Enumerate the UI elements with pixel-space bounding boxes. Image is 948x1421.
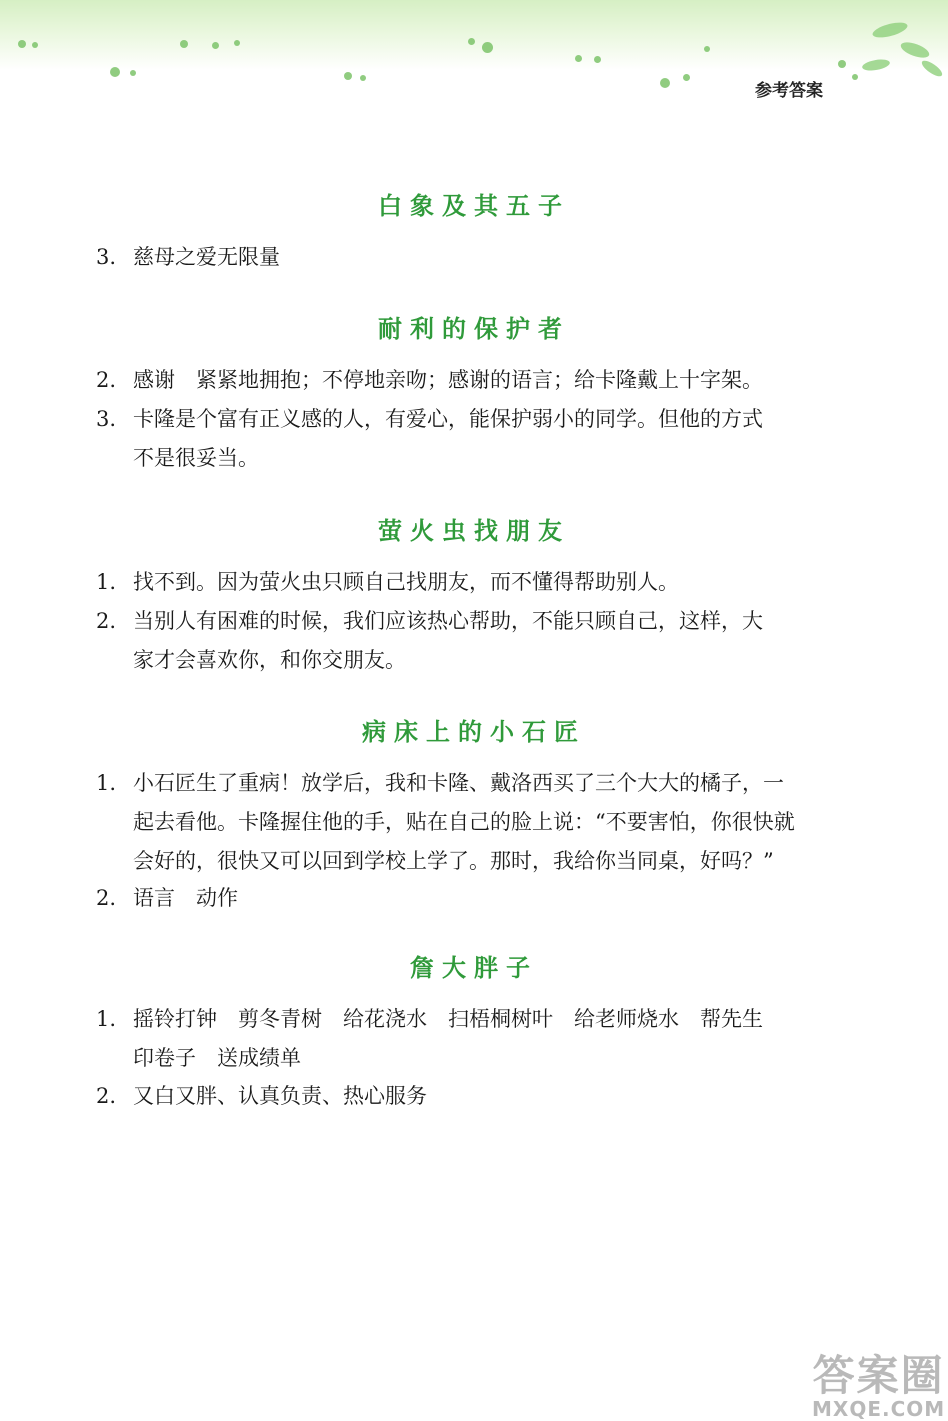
answer-number: 2. (96, 368, 117, 392)
answer-line: 卡隆是个富有正义感的人，有爱心，能保护弱小的同学。但他的方式 (133, 407, 763, 431)
decor-dot-icon (704, 46, 710, 52)
header-decoration (0, 0, 948, 70)
decor-dot-icon (110, 67, 120, 77)
answer-text (133, 361, 848, 400)
answer-line: 慈母之爱无限量 (133, 245, 280, 269)
decor-dot-icon (130, 70, 136, 76)
decor-dot-icon (852, 74, 858, 80)
answer-line: 印卷子 送成绩单 (133, 1046, 301, 1070)
decor-dot-icon (468, 38, 475, 45)
section-title: 萤火虫找朋友 (378, 516, 570, 545)
decor-dot-icon (344, 72, 352, 80)
section-title: 病床上的小石匠 (362, 717, 586, 746)
answer-text (133, 1000, 848, 1078)
decor-dot-icon (660, 78, 670, 88)
answer-line: 找不到。因为萤火虫只顾自己找朋友，而不懂得帮助别人。 (133, 570, 679, 594)
answer-text (133, 238, 848, 277)
watermark-url: MXQE.COM (812, 1397, 946, 1421)
answer-text (133, 1077, 848, 1116)
decor-dot-icon (838, 60, 846, 68)
answer-line: 又白又胖、认真负责、热心服务 (133, 1084, 427, 1108)
answer-number: 2. (96, 1084, 117, 1108)
answer-line: 摇铃打钟 剪冬青树 给花浇水 扫梧桐树叶 给老师烧水 帮先生 (133, 1007, 763, 1031)
decor-dot-icon (360, 75, 366, 81)
watermark-logo: 答案圈 (812, 1351, 945, 1400)
answer-line: 小石匠生了重病！放学后，我和卡隆、戴洛西买了三个大大的橘子，一 (133, 771, 784, 795)
answer-text (133, 400, 848, 478)
answer-text (133, 563, 848, 602)
answer-number: 2. (96, 609, 117, 633)
answer-number: 1. (96, 771, 117, 795)
decor-dot-icon (180, 40, 188, 48)
answer-number: 1. (96, 570, 117, 594)
answer-line: 当别人有困难的时候，我们应该热心帮助，不能只顾自己，这样，大 (133, 609, 763, 633)
decor-dot-icon (212, 42, 219, 49)
section-title: 耐利的保护者 (378, 314, 570, 343)
answer-line: 家才会喜欢你，和你交朋友。 (133, 648, 406, 672)
answer-text (133, 764, 848, 881)
decor-dot-icon (482, 42, 493, 53)
answer-number: 3. (96, 245, 117, 269)
watermark (812, 1351, 946, 1421)
answer-number: 2. (96, 886, 117, 910)
page-header-label: 参考答案 (755, 81, 823, 101)
answer-line: 起去看他。卡隆握住他的手，贴在自己的脸上说：“不要害怕，你很快就 (133, 810, 795, 834)
decor-dot-icon (32, 42, 38, 48)
decor-dot-icon (18, 40, 26, 48)
decor-dot-icon (683, 74, 690, 81)
answer-number: 3. (96, 407, 117, 431)
decor-dot-icon (575, 55, 582, 62)
answer-line: 语言 动作 (133, 886, 238, 910)
answer-text (133, 602, 848, 680)
answer-number: 1. (96, 1007, 117, 1031)
answer-text (133, 879, 848, 918)
answer-line: 感谢 紧紧地拥抱；不停地亲吻；感谢的语言；给卡隆戴上十字架。 (133, 368, 763, 392)
section-title: 白象及其五子 (378, 191, 570, 220)
decor-dot-icon (594, 56, 601, 63)
decor-dot-icon (234, 40, 240, 46)
answer-line: 会好的，很快又可以回到学校上学了。那时，我给你当同桌，好吗？” (133, 849, 774, 873)
answer-line: 不是很妥当。 (133, 446, 259, 470)
section-title: 詹大胖子 (410, 953, 538, 982)
